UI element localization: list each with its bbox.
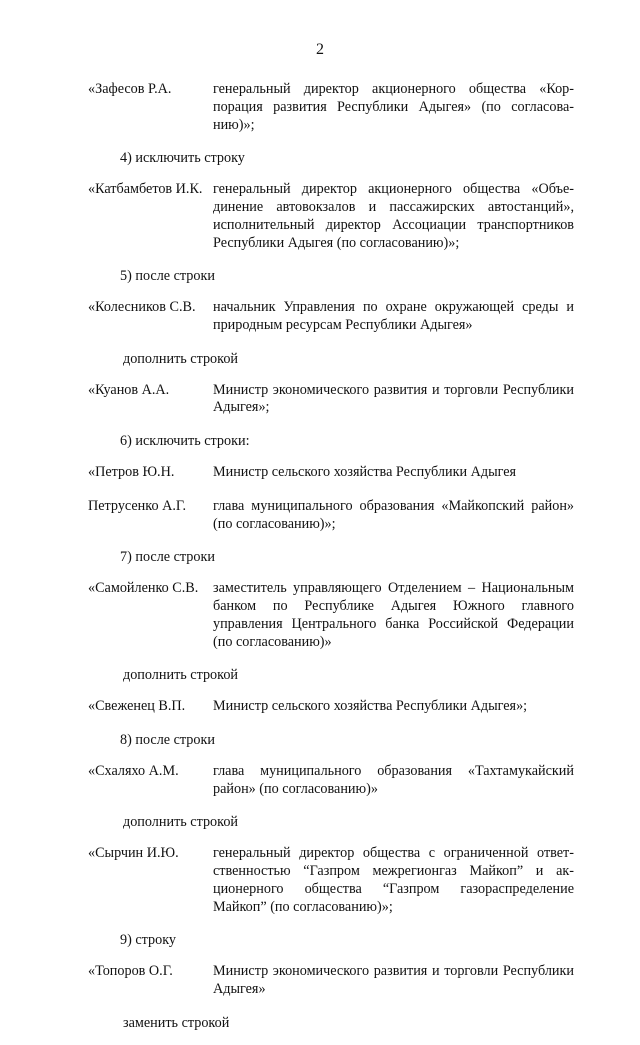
member-entry bbox=[88, 580, 574, 651]
amendment-instruction: 9) строку bbox=[120, 932, 177, 949]
member-name: «Катбамбетов И.К. bbox=[88, 181, 203, 198]
member-name: «Куанов А.А. bbox=[88, 381, 170, 398]
member-name: «Колесников С.В. bbox=[88, 299, 196, 316]
amendment-instruction: 7) после строки bbox=[120, 549, 215, 566]
member-entry bbox=[88, 698, 574, 716]
member-position: генеральный директор акционерного общества «Объединение автовокзалов и пассажирских автостанций», исполнительный директор Ассоциации транспортников Республики Адыгея (по согласованию)»; bbox=[213, 181, 574, 251]
page-number: 2 bbox=[316, 41, 324, 58]
member-entry bbox=[88, 81, 574, 134]
member-name: «Схаляхо А.М. bbox=[88, 762, 179, 779]
member-position: Министр сельского хозяйства Республики Адыгея bbox=[213, 463, 517, 480]
member-name: «Зафесов Р.А. bbox=[88, 81, 172, 97]
member-entry bbox=[88, 181, 574, 252]
member-name: «Петров Ю.Н. bbox=[88, 463, 175, 480]
member-entry bbox=[88, 845, 574, 916]
member-name: «Свеженец В.П. bbox=[88, 698, 186, 715]
member-entry bbox=[88, 763, 574, 799]
member-position: глава муниципального образования «Майкопский район» (по согласованию)»; bbox=[213, 497, 574, 532]
member-position: Министр экономического развития и торговли Республики Адыгея»; bbox=[213, 381, 574, 416]
member-entry bbox=[88, 382, 574, 418]
member-position: глава муниципального образования «Тахтамукайский район» (по согласованию)» bbox=[213, 762, 574, 797]
member-name: «Самойленко С.В. bbox=[88, 580, 199, 597]
member-entry bbox=[88, 464, 574, 482]
member-position: Министр сельского хозяйства Республики Адыгея»; bbox=[213, 698, 528, 715]
member-entry bbox=[88, 299, 574, 335]
member-name: «Топоров О.Г. bbox=[88, 963, 173, 980]
member-position: заместитель управляющего Отделением – Национальным банком по Республике Адыгея Южного главного управления Центрального банка Российской Федерации (по согласованию)» bbox=[213, 580, 574, 650]
amendment-instruction: дополнить строкой bbox=[123, 814, 239, 831]
amendment-instruction: дополнить строкой bbox=[123, 350, 239, 367]
member-name: Петрусенко А.Г. bbox=[88, 497, 187, 514]
amendment-instruction: 4) исключить строку bbox=[120, 150, 245, 167]
amendment-instruction: заменить строкой bbox=[123, 1014, 230, 1031]
member-position: Министр экономического развития и торговли Республики Адыгея» bbox=[213, 963, 574, 997]
amendment-instruction: дополнить строкой bbox=[123, 667, 239, 684]
amendment-instruction: 5) после строки bbox=[120, 268, 215, 285]
member-entry bbox=[88, 963, 574, 999]
amendment-instruction: 6) исключить строки: bbox=[120, 433, 250, 450]
member-position: генеральный директор акционерного общества «Корпорация развития Республики Адыгея» (по согласованию)»; bbox=[213, 81, 574, 133]
member-position: начальник Управления по охране окружающей среды и природным ресурсам Республики Адыгея» bbox=[213, 299, 574, 333]
member-position: генеральный директор общества с ограниченной ответственностью “Газпром межрегионгаз Майкоп” и акционерного общества “Газпром газораспределение Майкоп” (по согласованию)»; bbox=[213, 845, 574, 915]
document-body bbox=[88, 81, 574, 1045]
member-entry bbox=[88, 498, 574, 534]
member-name: «Сырчин И.Ю. bbox=[88, 845, 179, 862]
amendment-instruction: 8) после строки bbox=[120, 731, 215, 748]
